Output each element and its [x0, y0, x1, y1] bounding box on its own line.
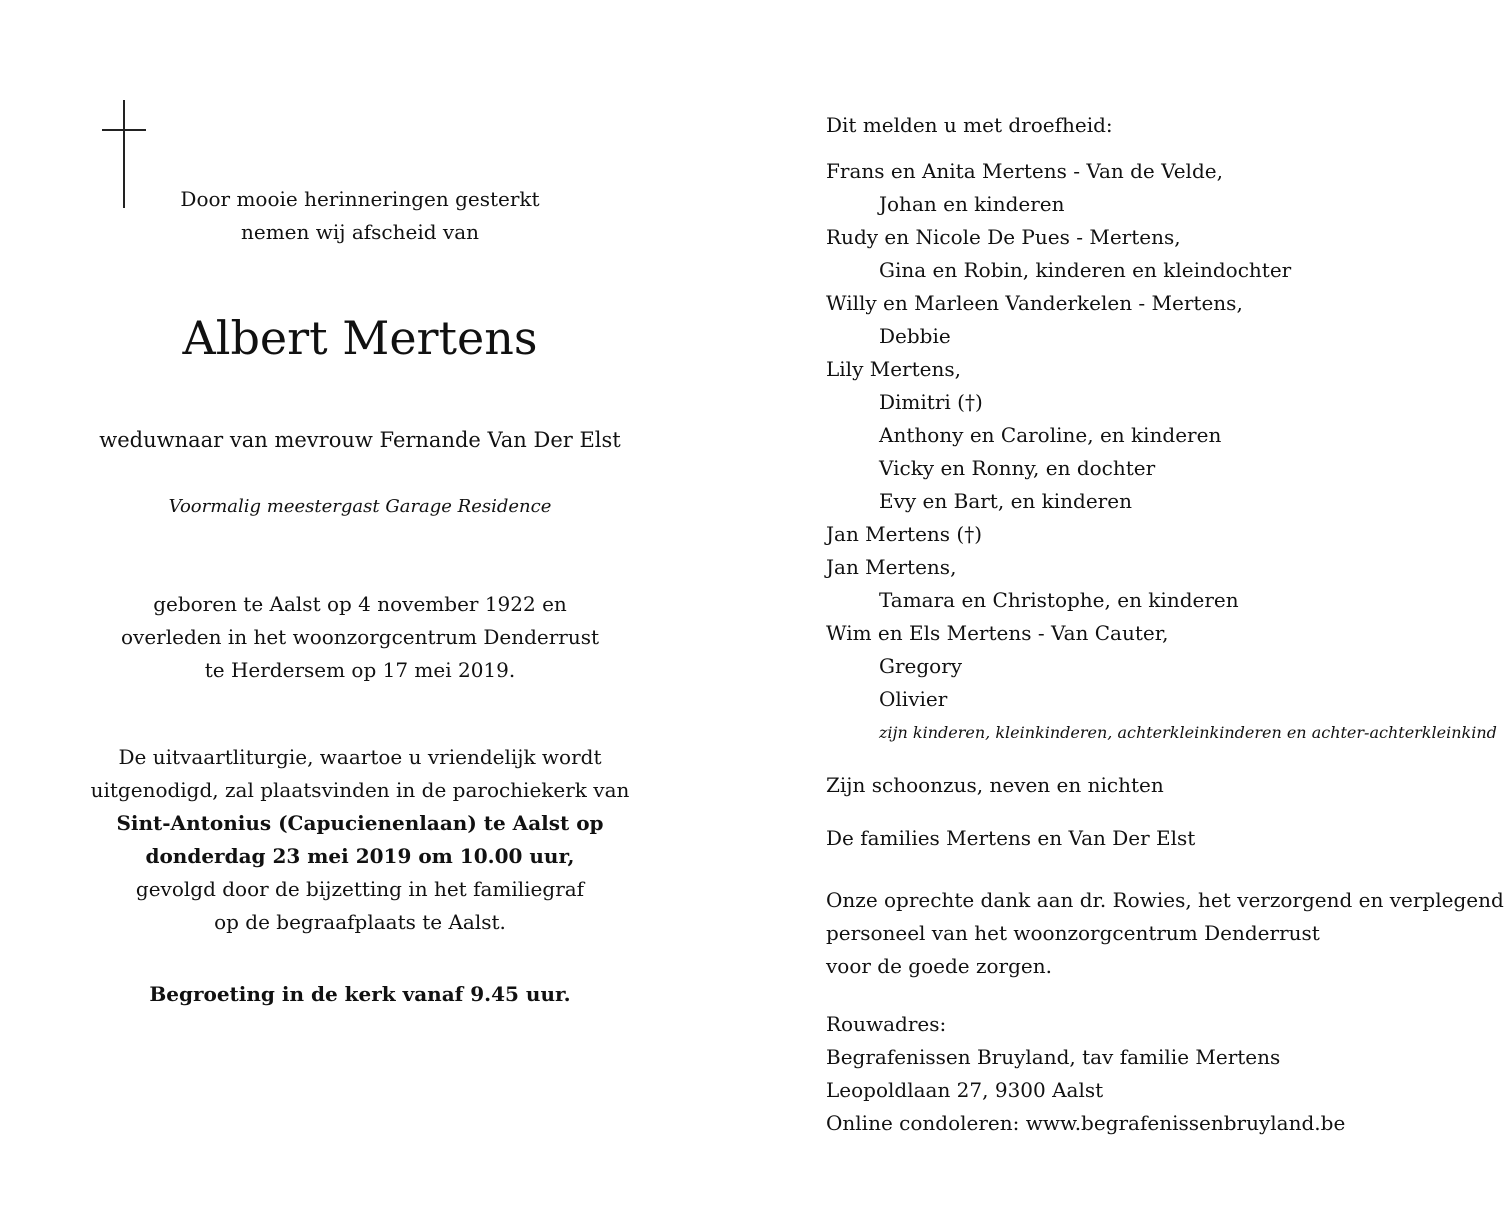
liturgy-text — [60, 741, 660, 939]
thanks-line: voor de goede zorgen. — [826, 954, 1052, 978]
intro-line: Door mooie herinneringen gesterkt — [180, 187, 540, 211]
deceased-name: Albert Mertens — [182, 311, 538, 365]
announcement-intro: Dit melden u met droefheid: — [826, 113, 1113, 137]
thanks-line: personeel van het woonzorgcentrum Denderrust — [826, 921, 1320, 945]
birth-death-line: te Herdersem op 17 mei 2019. — [204, 658, 516, 682]
liturgy-line: De uitvaartliturgie, waartoe u vriendelijk wordt — [118, 745, 602, 769]
liturgy-line: gevolgd door de bijzetting in het familiegraf — [135, 877, 585, 901]
family-member: Jan Mertens (†) — [826, 522, 983, 546]
condolence-link[interactable]: Online condoleren: www.begrafenissenbruyland.be — [826, 1111, 1346, 1135]
address-line: Begrafenissen Bruyland, tav familie Mertens — [826, 1045, 1281, 1069]
address-heading: Rouwadres: — [826, 1012, 947, 1036]
family-summary: zijn kinderen, kleinkinderen, achterkleinkinderen en achter-achterkleinkind — [879, 723, 1497, 742]
family-member: Dimitri (†) — [879, 390, 983, 414]
family-member: Anthony en Caroline, en kinderen — [879, 423, 1222, 447]
family-member: Wim en Els Mertens - Van Cauter, — [826, 621, 1169, 645]
birth-death-text — [60, 588, 660, 687]
thanks-line: Onze oprechte dank aan dr. Rowies, het verzorgend en verplegend — [826, 888, 1504, 912]
thanks-text — [826, 884, 1504, 983]
inlaws-line: Zijn schoonzus, neven en nichten — [826, 773, 1164, 797]
family-member: Johan en kinderen — [879, 192, 1065, 216]
cross-horizontal-bar — [102, 129, 146, 131]
family-member: Lily Mertens, — [826, 357, 961, 381]
widower-line: weduwnaar van mevrouw Fernande Van Der Elst — [99, 428, 621, 452]
liturgy-line: op de begraafplaats te Aalst. — [214, 910, 506, 934]
family-member: Willy en Marleen Vanderkelen - Mertens, — [826, 291, 1243, 315]
intro-text — [60, 183, 660, 249]
occupation-line: Voormalig meestergast Garage Residence — [168, 496, 552, 517]
family-member: Debbie — [879, 324, 951, 348]
birth-death-line: geboren te Aalst op 4 november 1922 en — [153, 592, 567, 616]
family-member: Vicky en Ronny, en dochter — [879, 456, 1156, 480]
family-member: Evy en Bart, en kinderen — [879, 489, 1132, 513]
family-member: Olivier — [879, 687, 948, 711]
address-line: Leopoldlaan 27, 9300 Aalst — [826, 1078, 1104, 1102]
families-line: De families Mertens en Van Der Elst — [826, 826, 1196, 850]
liturgy-line: uitgenodigd, zal plaatsvinden in de parochiekerk van — [90, 778, 630, 802]
intro-line: nemen wij afscheid van — [241, 220, 479, 244]
family-member: Tamara en Christophe, en kinderen — [879, 588, 1239, 612]
family-list — [826, 155, 1497, 749]
greeting-line: Begroeting in de kerk vanaf 9.45 uur. — [149, 982, 571, 1006]
family-member: Frans en Anita Mertens - Van de Velde, — [826, 159, 1223, 183]
mourning-address — [826, 1008, 1345, 1140]
birth-death-line: overleden in het woonzorgcentrum Denderrust — [120, 625, 600, 649]
family-member: Jan Mertens, — [826, 555, 957, 579]
family-member: Gina en Robin, kinderen en kleindochter — [879, 258, 1292, 282]
liturgy-church-line: Sint-Antonius (Capucienenlaan) te Aalst op — [116, 811, 604, 835]
liturgy-date-line: donderdag 23 mei 2019 om 10.00 uur, — [145, 844, 575, 868]
family-member: Rudy en Nicole De Pues - Mertens, — [826, 225, 1181, 249]
family-member: Gregory — [879, 654, 963, 678]
